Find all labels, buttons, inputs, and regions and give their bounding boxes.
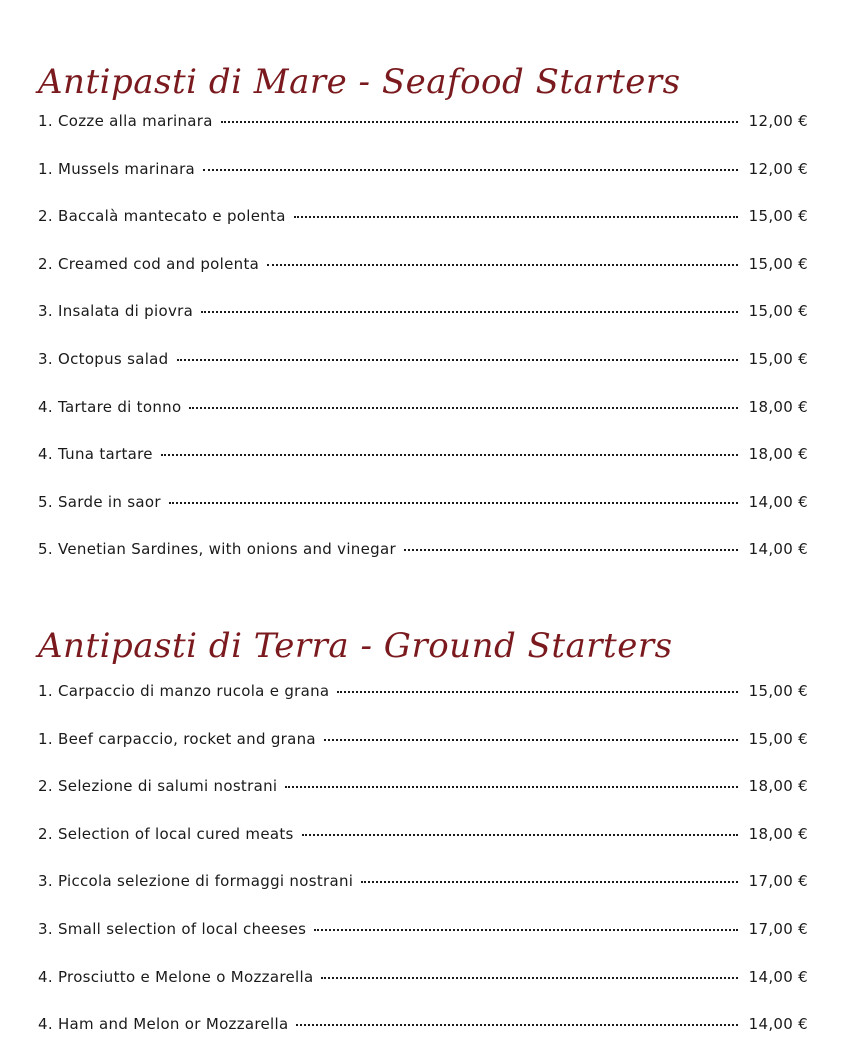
- menu-item: [38, 350, 808, 398]
- menu-item: [38, 968, 808, 1016]
- menu-item-name: 4. Ham and Melon or Mozzarella: [38, 1015, 289, 1034]
- dot-leader: [321, 977, 738, 979]
- menu-item-name: 2. Selezione di salumi nostrani: [38, 777, 278, 796]
- menu-item-price: 15,00 €: [748, 681, 808, 700]
- menu-item: [38, 872, 808, 920]
- dot-leader: [221, 121, 738, 123]
- dot-leader: [161, 454, 738, 456]
- menu-item-price: 17,00 €: [748, 872, 808, 891]
- menu-item-name: 5. Sarde in saor: [38, 492, 161, 511]
- menu-item-price: 17,00 €: [748, 919, 808, 938]
- dot-leader: [314, 929, 738, 931]
- menu-item-price: 12,00 €: [748, 159, 808, 178]
- dot-leader: [404, 549, 738, 551]
- dot-leader: [302, 834, 738, 836]
- menu-item: [38, 730, 808, 778]
- menu-item: [38, 920, 808, 968]
- menu-item-name: 2. Baccalà mantecato e polenta: [38, 207, 286, 226]
- menu-item-name: 4. Tuna tartare: [38, 445, 153, 464]
- menu-item: [38, 398, 808, 446]
- menu-item-price: 15,00 €: [748, 349, 808, 368]
- menu-item: [38, 112, 808, 160]
- menu-item: [38, 160, 808, 208]
- section-title: Antipasti di Terra - Ground Starters: [38, 625, 673, 666]
- menu-item-name: 1. Beef carpaccio, rocket and grana: [38, 729, 316, 748]
- dot-leader: [201, 311, 738, 313]
- dot-leader: [296, 1024, 738, 1026]
- menu-item-price: 18,00 €: [748, 777, 808, 796]
- menu-item-name: 3. Small selection of local cheeses: [38, 919, 307, 938]
- menu-item-name: 3. Piccola selezione di formaggi nostrani: [38, 872, 354, 891]
- menu-item: [38, 1015, 808, 1063]
- menu-item-price: 18,00 €: [748, 824, 808, 843]
- menu-item: [38, 777, 808, 825]
- menu-item-name: 2. Selection of local cured meats: [38, 824, 294, 843]
- menu-item-name: 1. Cozze alla marinara: [38, 112, 213, 130]
- menu-item-name: 2. Creamed cod and polenta: [38, 254, 260, 273]
- menu-item-name: 1. Mussels marinara: [38, 159, 196, 178]
- menu-item-price: 14,00 €: [748, 967, 808, 986]
- menu-item-price: 14,00 €: [748, 1015, 808, 1034]
- dot-leader: [324, 739, 738, 741]
- dot-leader: [189, 407, 738, 409]
- section-ground-starters: [38, 624, 808, 1063]
- menu-item: [38, 302, 808, 350]
- menu-item-name: 5. Venetian Sardines, with onions and vinegar: [38, 540, 396, 559]
- section-title: Antipasti di Mare - Seafood Starters: [38, 62, 681, 102]
- menu-item: [38, 540, 808, 588]
- section-seafood-starters: [38, 60, 808, 588]
- menu-page: [38, 0, 808, 1063]
- menu-item-name: 4. Tartare di tonno: [38, 397, 182, 416]
- dot-leader: [285, 786, 738, 788]
- menu-item: [38, 445, 808, 493]
- menu-item-price: 14,00 €: [748, 540, 808, 559]
- menu-item-name: 3. Insalata di piovra: [38, 302, 194, 321]
- menu-item-name: 1. Carpaccio di manzo rucola e grana: [38, 681, 330, 700]
- menu-item-price: 12,00 €: [748, 112, 808, 130]
- menu-item-price: 15,00 €: [748, 729, 808, 748]
- menu-item-name: 4. Prosciutto e Melone o Mozzarella: [38, 967, 314, 986]
- dot-leader: [267, 264, 738, 266]
- dot-leader: [337, 691, 738, 693]
- menu-item-price: 15,00 €: [748, 302, 808, 321]
- menu-item-name: 3. Octopus salad: [38, 349, 169, 368]
- menu-item-price: 14,00 €: [748, 492, 808, 511]
- menu-item-price: 18,00 €: [748, 445, 808, 464]
- menu-item-price: 15,00 €: [748, 207, 808, 226]
- dot-leader: [177, 359, 739, 361]
- menu-item: [38, 493, 808, 541]
- menu-item: [38, 825, 808, 873]
- menu-item: [38, 682, 808, 730]
- dot-leader: [169, 502, 738, 504]
- menu-item-price: 15,00 €: [748, 254, 808, 273]
- dot-leader: [203, 169, 738, 171]
- dot-leader: [361, 881, 738, 883]
- menu-item-price: 18,00 €: [748, 397, 808, 416]
- menu-item: [38, 255, 808, 303]
- dot-leader: [294, 216, 738, 218]
- menu-item: [38, 207, 808, 255]
